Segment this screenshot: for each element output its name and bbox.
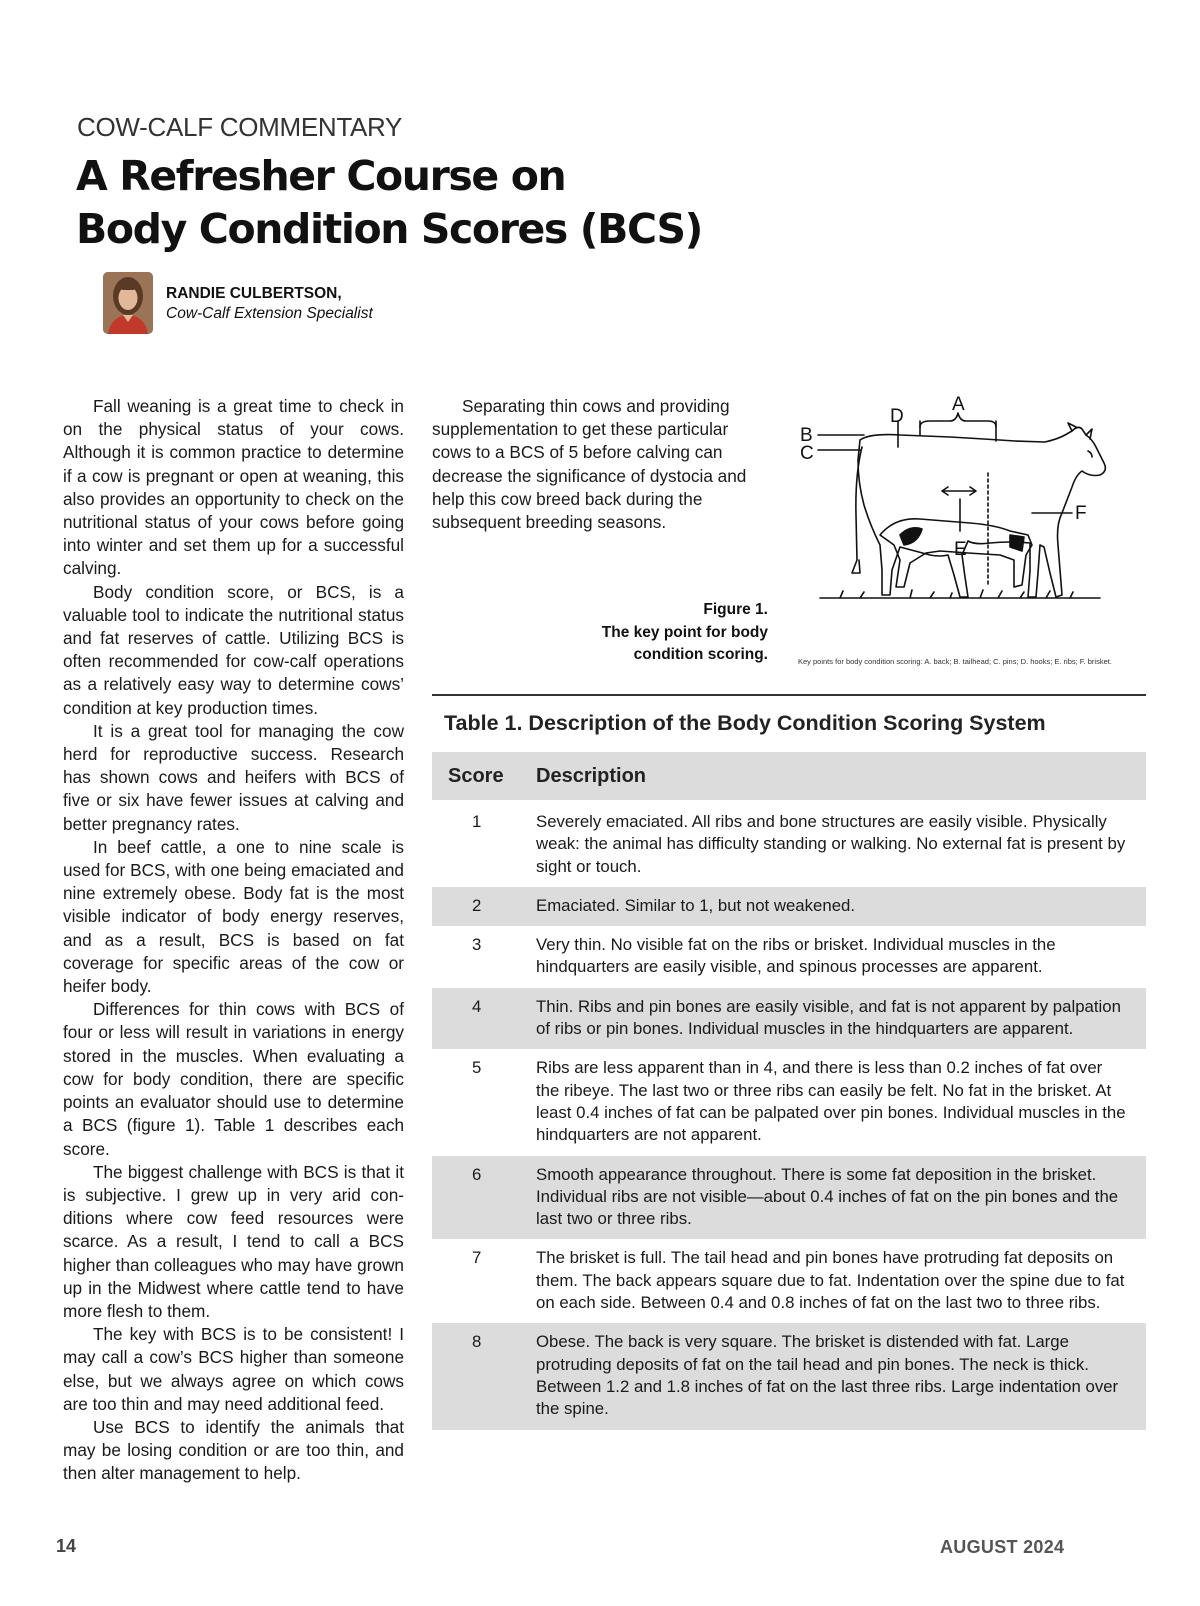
author-name: RANDIE CULBERTSON, [166, 285, 342, 302]
label-d: D [890, 406, 904, 427]
page-number: 14 [56, 1536, 77, 1556]
description-cell: Smooth appearance throughout. There is some fat deposition in the brisket. Individual ribs are not visible—about 0.4 inches of fat on the pin bones and the last two or three ribs. [536, 1156, 1146, 1240]
author-avatar [103, 272, 153, 334]
label-e: E [954, 539, 967, 560]
headline-line-2: Body Condition Scores (BCS) [76, 205, 702, 253]
description-cell: Severely emaciated. All ribs and bone structures are easily visible. Physically weak: the animal has difficulty standing or walking. No external fat is present by sight or touch. [536, 812, 1126, 876]
calf-patch [1010, 535, 1024, 551]
score-cell: 4 [432, 988, 536, 1050]
column-header-description: Description [536, 752, 1146, 800]
paragraph: Body condition score, or BCS, is a valuable tool to indicate the nutritional status and fat reserves of cattle. Utilizing BCS is often recommended for cow-calf operations as a relatively easy way to determine cows’ condition at key production times. [63, 581, 404, 718]
score-cell: 7 [472, 1248, 482, 1268]
label-c: C [800, 443, 814, 464]
description-cell: Thin. Ribs and pin bones are easily visible, and fat is not apparent by palpation of ribs or pin bones. Individual muscles in the hindquarters are apparent. [536, 988, 1146, 1050]
section-kicker: COW-CALF COMMENTARY [77, 112, 403, 142]
label-e-arrow [942, 487, 976, 495]
article-column-2 [432, 395, 752, 534]
figure-caption-line: The key point for body [601, 623, 768, 641]
paragraph: Fall weaning is a great time to check in on the physical status of your cows. Although it is common practice to determine if a cow is pregnant or open at weaning, this also provides an opportunity to check on the nutritional status of your cows before going into winter and set them up for a successful calving. [63, 396, 404, 579]
table-row [432, 800, 1146, 887]
label-a-brace [920, 413, 996, 427]
score-cell: 5 [472, 1058, 482, 1078]
table-row [432, 926, 1146, 988]
description-cell: Emaciated. Similar to 1, but not weakened. [536, 887, 1146, 926]
score-cell: 6 [432, 1156, 536, 1240]
figure-caption-line: condition scoring. [633, 646, 768, 663]
headline-line-1: A Refresher Course on [76, 152, 566, 200]
table-row [432, 887, 1146, 926]
paragraph: It is a great tool for managing the cow herd for reproductive success. Research has shown cows and heifers with BCS of five or six have fewer issues at calving and better pregnancy rates. [63, 720, 404, 834]
table-row [432, 1156, 1146, 1240]
figure-caption [572, 599, 768, 667]
column-header-score: Score [432, 752, 536, 800]
paragraph: Separating thin cows and providing supplementation to get these particular cows to a BCS of 5 before calving can decrease the significance of dystocia and help this cow breed back during the subsequent breeding seasons. [432, 396, 747, 533]
calf-patch [900, 528, 922, 545]
score-cell: 3 [472, 935, 482, 955]
label-a: A [952, 395, 965, 415]
bcs-table [432, 752, 1146, 1430]
paragraph: Use BCS to identify the animals that may be losing condition or are too thin, and then alter management to help. [63, 1416, 404, 1484]
figure-caption-line: Figure 1. [703, 601, 768, 618]
issue-date: AUGUST 2024 [940, 1537, 1065, 1557]
table-row [432, 988, 1146, 1050]
table-row [432, 1049, 1146, 1155]
score-cell: 2 [432, 887, 536, 926]
label-f: F [1075, 503, 1087, 524]
table-row [432, 1239, 1146, 1323]
description-cell: The brisket is full. The tail head and pin bones have protruding fat deposits on them. The back appears square due to fat. Indentation over the spine due to fat on each side. Between 0.4 and 0.8 inches of fat on the last two to three ribs. [536, 1248, 1125, 1313]
label-b: B [800, 425, 813, 446]
cow-tail [852, 447, 862, 573]
description-cell: Ribs are less apparent than in 4, and there is less than 0.2 inches of fat over the ribeye. The last two or three ribs can easily be felt. No fat in the brisket. At least 0.4 inches of fat can be palpated over pin bones. Individual muscles in the hindquarters are not apparent. [536, 1058, 1126, 1145]
score-cell: 8 [432, 1323, 536, 1429]
paragraph: In beef cattle, a one to nine scale is used for BCS, with one being emaciated and nine extremely obese. Body fat is the most visible indicator of body energy reserves, and as a result, BCS is based on fat coverage for specific areas of the cow or heifer body. [63, 836, 404, 997]
divider [432, 694, 1146, 696]
cow-diagram [800, 395, 1145, 625]
description-cell: Very thin. No visible fat on the ribs or brisket. Individual muscles in the hindquarters are easily visible, and spinous processes are apparent. [536, 935, 1056, 977]
figure-key-points: Key points for body condition scoring: A. back; B. tailhead; C. pins; D. hooks; E. ribs; F. brisket. [798, 657, 1112, 666]
article-headline [76, 150, 776, 256]
table-header-row [432, 752, 1146, 800]
score-cell: 1 [472, 812, 482, 831]
paragraph: Differences for thin cows with BCS of four or less will result in variations in energy stored in the muscles. When evaluating a cow for body condition, there are specific points an evaluator should use to determine a BCS (figure 1). Table 1 describes each score. [63, 999, 404, 1159]
paragraph: The key with BCS is to be consistent! I may call a cow’s BCS higher than someone else, but we always agree on which cows are too thin and may need additional feed. [63, 1324, 404, 1414]
description-cell: Obese. The back is very square. The brisket is distended with fat. Large protruding deposits of fat on the tail head and pin bones. The neck is thick. Between 1.2 and 1.8 inches of fat on the last three ribs. Large indentation over the spine. [536, 1323, 1146, 1429]
paragraph: The biggest challenge with BCS is that it is subjective. I grew up in very arid conditions where cow feed resources were scarce. As a result, I tend to call a BCS higher than colleagues who may have grown up in the Midwest where cattle tend to have more flesh to them. [63, 1161, 404, 1321]
article-column-1 [63, 395, 404, 1486]
author-title: Cow-Calf Extension Specialist [166, 305, 373, 322]
table-title: Table 1. Description of the Body Condition Scoring System [444, 711, 1046, 735]
table-row [432, 1323, 1146, 1429]
